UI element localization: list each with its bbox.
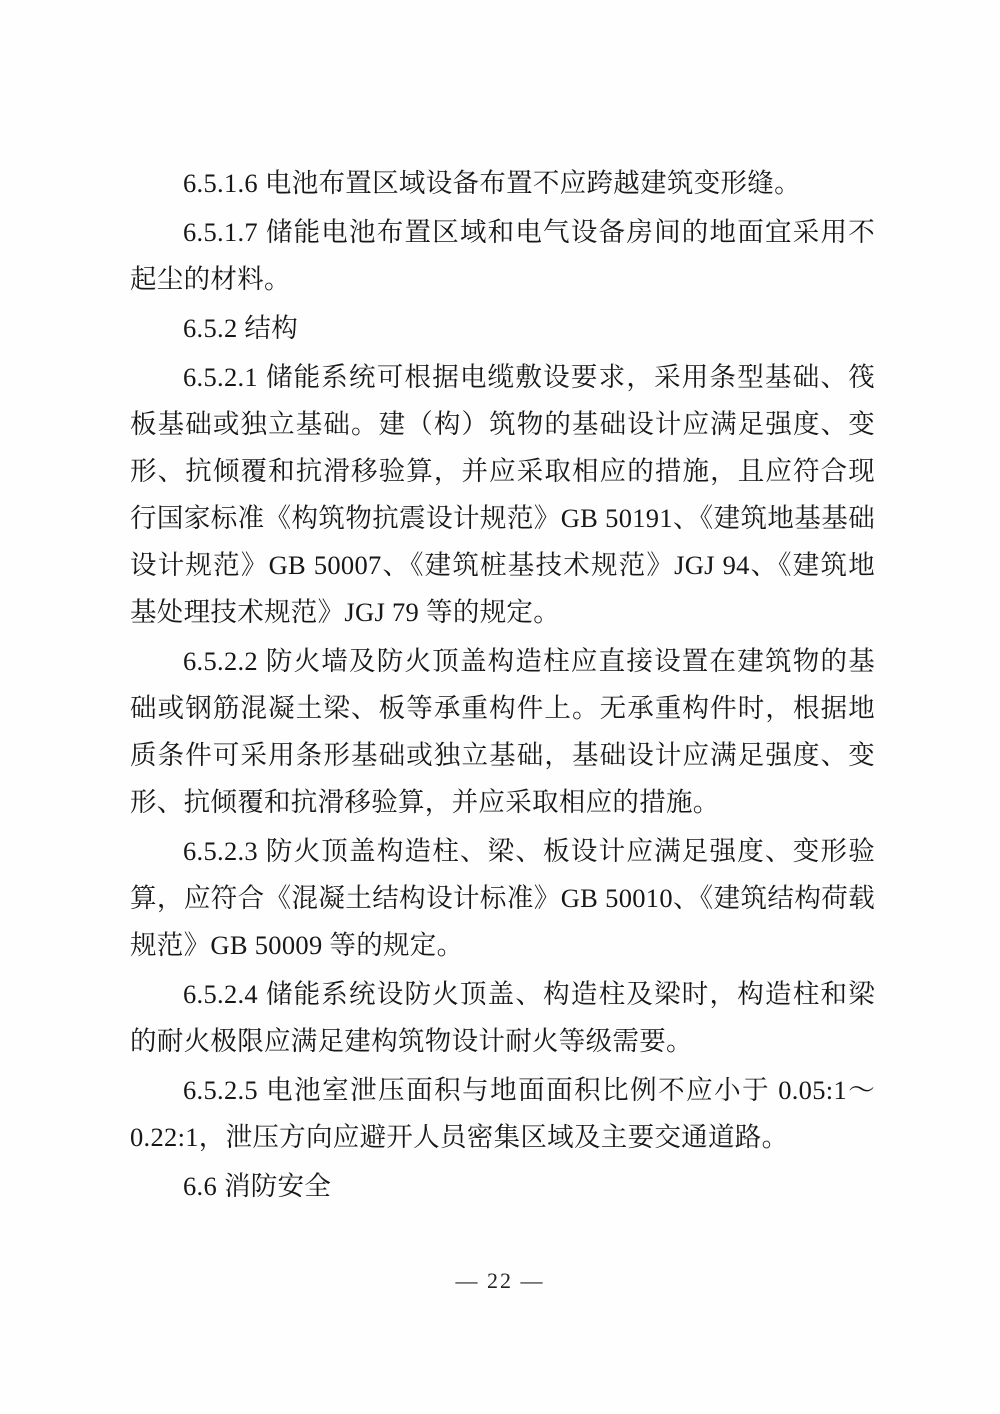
paragraph-6-5-1-6: 6.5.1.6 电池布置区域设备布置不应跨越建筑变形缝。 [183, 168, 801, 198]
page-number: — 22 — [455, 1268, 545, 1293]
heading-6-5-2: 6.5.2 结构 [183, 313, 299, 343]
paragraph-6-5-2-1: 6.5.2.1 储能系统可根据电缆敷设要求，采用条型基础、筏板基础或独立基础。建（构）筑物的基础设计应满足强度、变形、抗倾覆和抗滑移验算，并应采取相应的措施，且应符合现行国家标准《构筑物抗震设计规范》GB 50191、《建筑地基基础设计规范》GB 50007、《建筑桩基技术规范》JGJ 94、《建筑地基处理技术规范》JGJ 79 等的规定。 [130, 362, 875, 627]
paragraph-6-5-1-7: 6.5.1.7 储能电池布置区域和电气设备房间的地面宜采用不起尘的材料。 [130, 217, 875, 294]
paragraph-6-5-2-2: 6.5.2.2 防火墙及防火顶盖构造柱应直接设置在建筑物的基础或钢筋混凝土梁、板等承重构件上。无承重构件时，根据地质条件可采用条形基础或独立基础，基础设计应满足强度、变形、抗倾覆和抗滑移验算，并应采取相应的措施。 [130, 646, 875, 817]
paragraph-6-5-2-5: 6.5.2.5 电池室泄压面积与地面面积比例不应小于 0.05:1～0.22:1，泄压方向应避开人员密集区域及主要交通道路。 [130, 1075, 875, 1152]
heading-6-6: 6.6 消防安全 [183, 1171, 332, 1201]
document-body [130, 160, 875, 1212]
paragraph-6-5-2-4: 6.5.2.4 储能系统设防火顶盖、构造柱及梁时，构造柱和梁的耐火极限应满足建构筑物设计耐火等级需要。 [130, 979, 875, 1056]
paragraph-6-5-2-3: 6.5.2.3 防火顶盖构造柱、梁、板设计应满足强度、变形验算，应符合《混凝土结构设计标准》GB 50010、《建筑结构荷载规范》GB 50009 等的规定。 [130, 836, 875, 960]
